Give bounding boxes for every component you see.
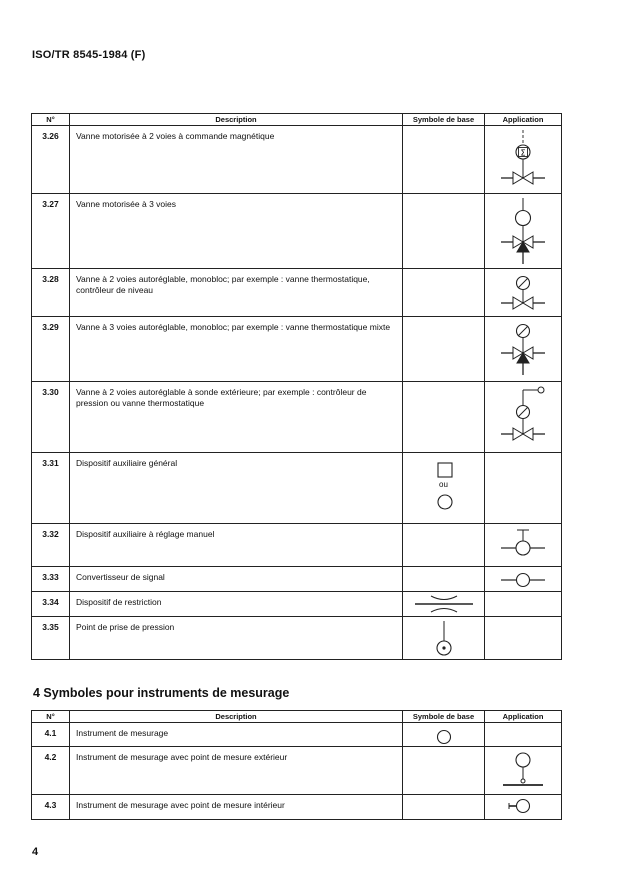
col-header-application: Application [485, 711, 562, 723]
application-cell [485, 382, 562, 453]
row-number: 3.35 [32, 617, 70, 660]
row-number: 3.27 [32, 194, 70, 269]
table-header-row [32, 711, 562, 723]
table-row [32, 795, 562, 820]
basic-symbol-cell [403, 795, 485, 820]
table-row [32, 617, 562, 660]
row-number: 3.33 [32, 567, 70, 592]
col-header-application: Application [485, 114, 562, 126]
row-number: 3.34 [32, 592, 70, 617]
application-cell [485, 453, 562, 524]
table-row [32, 194, 562, 269]
motorized-3-way-valve-icon [485, 194, 562, 269]
self-regulating-3-way-valve-icon [485, 317, 562, 382]
application-cell [485, 317, 562, 382]
table-row [32, 567, 562, 592]
table-row [32, 126, 562, 194]
basic-symbol-cell [403, 317, 485, 382]
application-cell [485, 194, 562, 269]
application-cell [485, 567, 562, 592]
measuring-instrument-icon [403, 723, 485, 747]
row-description: Instrument de mesurage avec point de mesure intérieur [70, 795, 403, 820]
row-description: Instrument de mesurage avec point de mesure extérieur [70, 747, 403, 795]
basic-symbol-cell [403, 747, 485, 795]
table-row [32, 524, 562, 567]
col-header-no: N° [32, 114, 70, 126]
application-cell [485, 524, 562, 567]
basic-symbol-cell [403, 617, 485, 660]
header-title: ISO/TR 8545-1984 (F) [32, 49, 146, 61]
application-cell [485, 269, 562, 317]
row-number: 3.26 [32, 126, 70, 194]
table-header-row [32, 114, 562, 126]
row-description: Instrument de mesurage [70, 723, 403, 747]
row-description: Dispositif auxiliaire général [70, 453, 403, 524]
application-cell [485, 795, 562, 820]
row-number: 4.1 [32, 723, 70, 747]
self-regulating-2-way-valve-icon [485, 269, 562, 317]
table-row [32, 382, 562, 453]
application-cell [485, 747, 562, 795]
basic-symbol-cell [403, 723, 485, 747]
basic-symbol-cell [403, 194, 485, 269]
table-row [32, 317, 562, 382]
signal-converter-icon [485, 567, 562, 592]
row-number: 3.31 [32, 453, 70, 524]
magnetic-actuator-letter: Σ [520, 148, 526, 158]
symbols-table-3 [31, 113, 562, 660]
self-regulating-valve-external-sensor-icon [485, 382, 562, 453]
basic-symbol-cell [403, 592, 485, 617]
table-row [32, 592, 562, 617]
table-row [32, 723, 562, 747]
internal-measuring-point-icon [485, 795, 562, 820]
row-number: 4.2 [32, 747, 70, 795]
row-description: Dispositif de restriction [70, 592, 403, 617]
manual-adjust-device-icon [485, 524, 562, 567]
symbols-table-4 [31, 710, 562, 820]
col-header-no: N° [32, 711, 70, 723]
row-number: 3.29 [32, 317, 70, 382]
row-description: Vanne motorisée à 2 voies à commande magnétique [70, 126, 403, 194]
section-title: 4 Symboles pour instruments de mesurage [33, 686, 290, 700]
row-description: Vanne à 2 voies autoréglable à sonde extérieure; par exemple : contrôleur de pression ou vanne thermostatique [70, 382, 403, 453]
row-description: Vanne à 3 voies autoréglable, monobloc; par exemple : vanne thermostatique mixte [70, 317, 403, 382]
restriction-device-icon [403, 592, 485, 617]
row-number: 3.32 [32, 524, 70, 567]
magnetic-2-way-valve-icon [485, 126, 562, 194]
row-description: Convertisseur de signal [70, 567, 403, 592]
application-cell [485, 126, 562, 194]
basic-symbol-cell [403, 382, 485, 453]
page-number: 4 [32, 846, 39, 858]
basic-symbol-cell [403, 126, 485, 194]
row-number: 4.3 [32, 795, 70, 820]
row-description: Vanne à 2 voies autoréglable, monobloc; par exemple : vanne thermostatique, contrôleur de niveau [70, 269, 403, 317]
application-cell [485, 723, 562, 747]
col-header-description: Description [70, 114, 403, 126]
table-row [32, 747, 562, 795]
symbol-or-label: ou [439, 480, 448, 489]
basic-symbol-cell [403, 524, 485, 567]
basic-symbol-cell [403, 269, 485, 317]
row-description: Dispositif auxiliaire à réglage manuel [70, 524, 403, 567]
col-header-description: Description [70, 711, 403, 723]
row-number: 3.30 [32, 382, 70, 453]
table-row [32, 453, 562, 524]
col-header-basic-symbol: Symbole de base [403, 711, 485, 723]
external-measuring-point-icon [485, 747, 562, 795]
table-row [32, 269, 562, 317]
row-description: Vanne motorisée à 3 voies [70, 194, 403, 269]
application-cell [485, 592, 562, 617]
application-cell [485, 617, 562, 660]
basic-symbol-cell [403, 567, 485, 592]
pressure-tap-point-icon [403, 617, 485, 660]
row-number: 3.28 [32, 269, 70, 317]
col-header-basic-symbol: Symbole de base [403, 114, 485, 126]
row-description: Point de prise de pression [70, 617, 403, 660]
basic-symbol-cell [403, 453, 485, 524]
